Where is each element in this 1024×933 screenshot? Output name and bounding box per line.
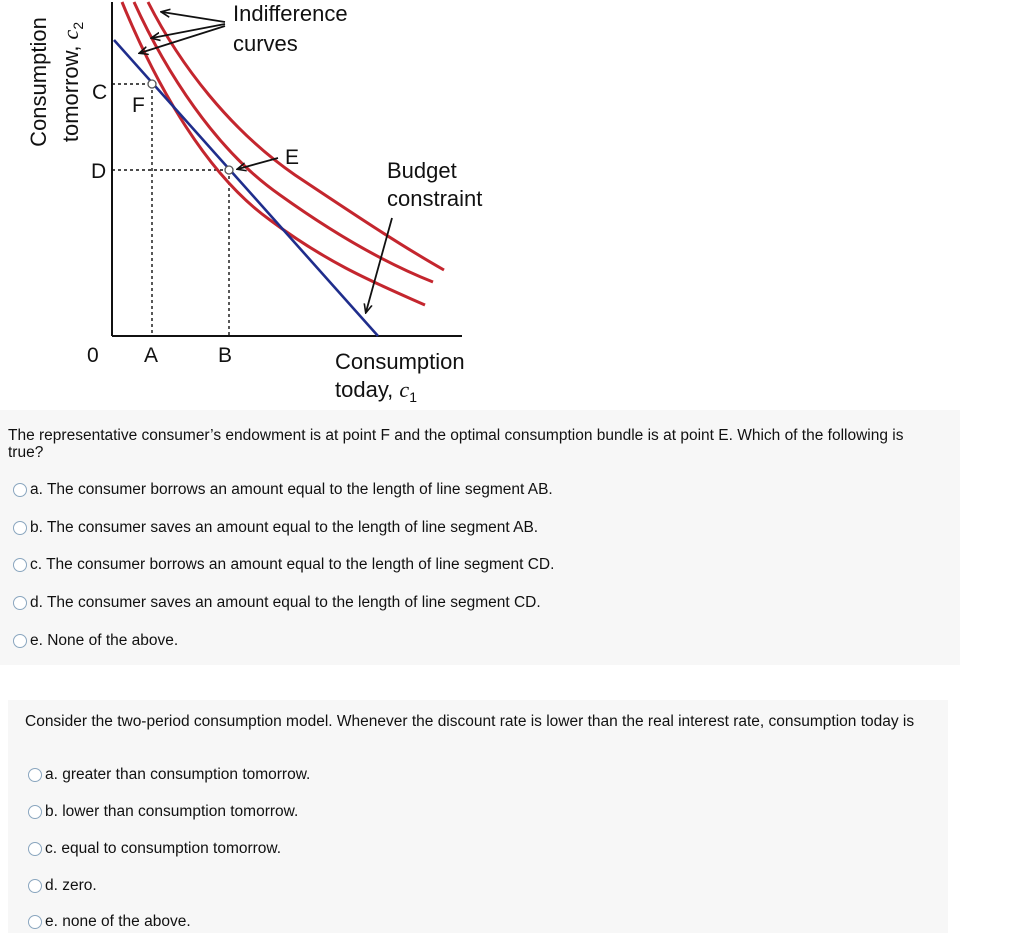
q2-option-c[interactable] xyxy=(28,840,281,858)
radio-icon[interactable] xyxy=(13,634,27,648)
y-tick-C: C xyxy=(92,81,108,104)
x-tick-B: B xyxy=(218,344,233,367)
radio-icon[interactable] xyxy=(13,596,27,610)
indifference-curves-label-line2: curves xyxy=(233,31,298,56)
y-axis-label: Consumption xyxy=(26,17,51,147)
q1-option-c-label: c. The consumer borrows an amount equal to the length of line segment CD. xyxy=(30,556,555,573)
q1-option-b[interactable] xyxy=(13,519,538,537)
q2-option-d-label: d. zero. xyxy=(45,877,97,894)
q1-option-a[interactable] xyxy=(13,481,553,499)
q2-option-a[interactable] xyxy=(28,766,310,784)
q1-option-d[interactable] xyxy=(13,594,541,612)
q1-option-c[interactable] xyxy=(13,556,554,574)
radio-icon[interactable] xyxy=(13,483,27,497)
point-E-label: E xyxy=(285,146,300,169)
indifference-curves-label: Indifference xyxy=(233,1,348,26)
q2-option-b-label: b. lower than consumption tomorrow. xyxy=(45,803,299,820)
q2-option-c-label: c. equal to consumption tomorrow. xyxy=(45,840,282,857)
x-axis-label-line2: today, $c_1$ xyxy=(335,377,417,405)
radio-icon[interactable] xyxy=(28,768,42,782)
radio-icon[interactable] xyxy=(28,915,42,929)
question-1-panel xyxy=(0,410,960,665)
q1-option-b-label: b. The consumer saves an amount equal to the length of line segment AB. xyxy=(30,519,539,536)
budget-constraint-label: Budget xyxy=(387,158,457,183)
q1-option-a-label: a. The consumer borrows an amount equal to the length of line segment AB. xyxy=(30,481,553,498)
y-tick-D: D xyxy=(91,160,107,183)
question-1-text: The representative consumer’s endowment is at point F and the optimal consumption bundle is at point E. Which of the following is true? xyxy=(8,427,904,461)
q2-option-e-label: e. none of the above. xyxy=(45,913,191,930)
radio-icon[interactable] xyxy=(28,842,42,856)
radio-icon[interactable] xyxy=(28,805,42,819)
y-axis-label-line2: tomorrow, $c_2$ xyxy=(58,21,86,143)
x-tick-A: A xyxy=(144,344,159,367)
q1-option-d-label: d. The consumer saves an amount equal to the length of line segment CD. xyxy=(30,594,541,611)
q1-option-e[interactable] xyxy=(13,632,178,650)
question-2-text: Consider the two-period consumption model. Whenever the discount rate is lower than the real interest rate, consumption today is xyxy=(25,713,915,730)
indifference-arrow-1 xyxy=(162,12,225,22)
radio-icon[interactable] xyxy=(13,521,27,535)
x-axis-label: Consumption xyxy=(335,349,465,374)
q2-option-e[interactable] xyxy=(28,913,191,931)
q1-option-e-label: e. None of the above. xyxy=(30,632,179,649)
point-F-label: F xyxy=(132,94,145,117)
consumption-diagram xyxy=(0,0,1024,410)
q2-option-a-label: a. greater than consumption tomorrow. xyxy=(45,766,311,783)
point-F-marker xyxy=(148,80,156,88)
budget-constraint-label-line2: constraint xyxy=(387,186,483,211)
radio-icon[interactable] xyxy=(13,558,27,572)
q2-option-b[interactable] xyxy=(28,803,298,821)
question-2-panel xyxy=(8,700,948,933)
origin-label: 0 xyxy=(87,344,99,367)
radio-icon[interactable] xyxy=(28,879,42,893)
point-E-marker xyxy=(225,166,233,174)
q2-option-d[interactable] xyxy=(28,877,97,895)
